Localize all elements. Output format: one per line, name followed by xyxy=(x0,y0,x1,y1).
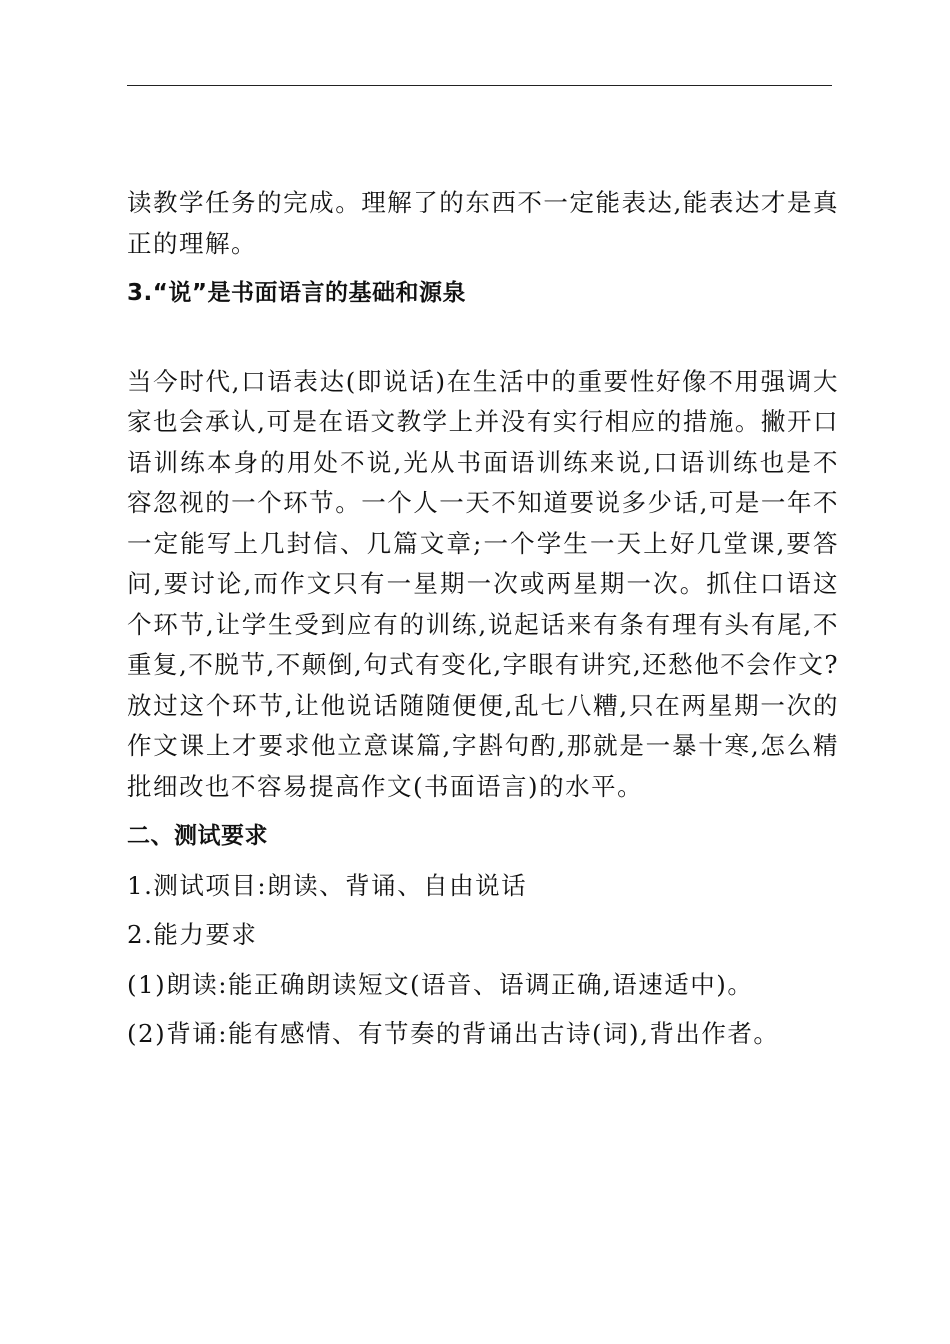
paragraph-oral-expression: 当今时代,口语表达(即说话)在生活中的重要性好像不用强调大家也会承认,可是在语文教学上并没有实行相应的措施。撇开口语训练本身的用处不说,光从书面语训练来说,口语训练也是不容忽视的一个环节。一个人一天不知道要说多少话,可是一年不一定能写上几封信、几篇文章;一个学生一天上好几堂课,要答问,要讨论,而作文只有一星期一次或两星期一次。抓住口语这个环节,让学生受到应有的训练,说起话来有条有理有头有尾,不重复,不脱节,不颠倒,句式有变化,字眼有讲究,还愁他不会作文?放过这个环节,让他说话随随便便,乱七八糟,只在两星期一次的作文课上才要求他立意谋篇,字斟句酌,那就是一暴十寒,怎么精批细改也不容易提高作文(书面语言)的水平。 xyxy=(127,366,839,801)
paragraph-continued: 读教学任务的完成。理解了的东西不一定能表达,能表达才是真正的理解。 xyxy=(127,188,839,258)
section-heading-test-requirements: 二、测试要求 xyxy=(127,823,268,849)
section-heading-3: 3.“说”是书面语言的基础和源泉 xyxy=(127,280,466,306)
list-item-ability-requirements: 2.能力要求 xyxy=(127,920,258,949)
sub-item-reading-aloud: (1)朗读:能正确朗读短文(语音、语调正确,语速适中)。 xyxy=(127,969,754,999)
page-body xyxy=(127,183,839,1055)
header-rule xyxy=(127,85,832,86)
list-item-test-items: 1.测试项目:朗读、背诵、自由说话 xyxy=(127,870,528,900)
sub-item-recitation: (2)背诵:能有感情、有节奏的背诵出古诗(词),背出作者。 xyxy=(127,1019,780,1048)
